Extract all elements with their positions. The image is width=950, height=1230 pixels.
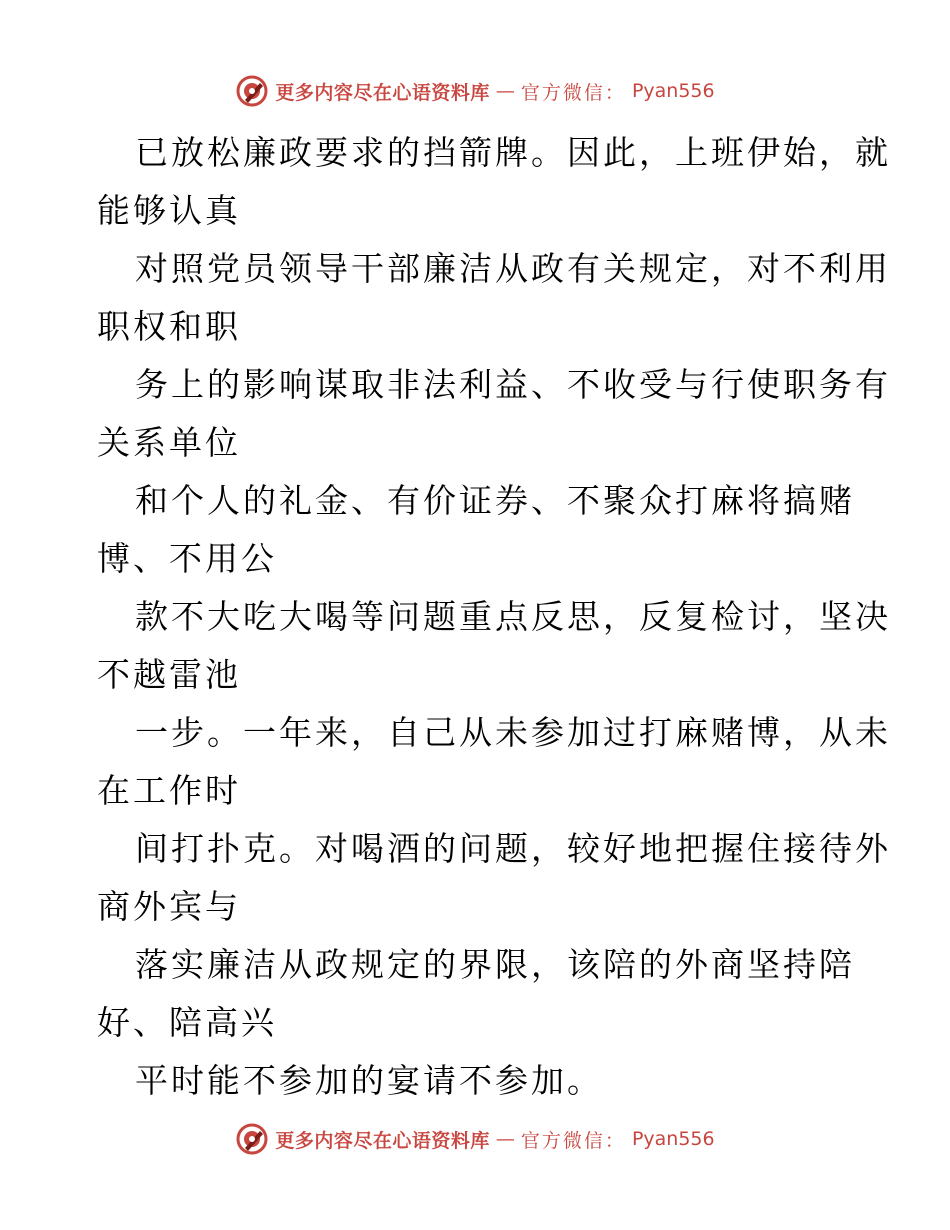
footer-banner bbox=[0, 1119, 950, 1159]
text-line: 落实廉洁从政规定的界限，该陪的外商坚持陪 bbox=[135, 945, 855, 984]
body-text bbox=[97, 124, 891, 1110]
footer-separator: — bbox=[495, 1128, 515, 1150]
text-line: 在工作时 bbox=[97, 771, 241, 810]
header-official-label: 官方微信： bbox=[520, 81, 626, 104]
text-line: 职权和职 bbox=[97, 307, 241, 346]
text-line: 一步。一年来，自己从未参加过打麻赌博，从未 bbox=[135, 713, 891, 752]
text-line: 好、陪高兴 bbox=[97, 1003, 277, 1042]
header-banner bbox=[0, 71, 950, 111]
text-line: 务上的影响谋取非法利益、不收受与行使职务有 bbox=[135, 365, 891, 404]
pen-nib-logo-icon bbox=[235, 74, 269, 108]
text-line: 关系单位 bbox=[97, 423, 241, 462]
text-line: 款不大吃大喝等问题重点反思，反复检讨，坚决 bbox=[135, 597, 891, 636]
footer-site-text: 更多内容尽在心语资料库 bbox=[275, 1129, 490, 1152]
text-line: 间打扑克。对喝酒的问题，较好地把握住接待外 bbox=[135, 829, 891, 868]
text-line: 博、不用公 bbox=[97, 539, 277, 578]
footer-official-label: 官方微信： bbox=[520, 1129, 626, 1152]
footer-wechat-id: Pyan556 bbox=[631, 1128, 715, 1150]
text-line: 商外宾与 bbox=[97, 887, 241, 926]
text-line: 不越雷池 bbox=[97, 655, 241, 694]
pen-nib-logo-icon bbox=[235, 1122, 269, 1156]
header-site-text: 更多内容尽在心语资料库 bbox=[275, 81, 490, 104]
header-separator: — bbox=[495, 80, 515, 102]
text-line: 平时能不参加的宴请不参加。 bbox=[135, 1061, 603, 1100]
header-wechat-id: Pyan556 bbox=[631, 80, 715, 102]
text-line: 和个人的礼金、有价证券、不聚众打麻将搞赌 bbox=[135, 481, 855, 520]
text-line: 对照党员领导干部廉洁从政有关规定，对不利用 bbox=[135, 249, 891, 288]
text-line: 能够认真 bbox=[97, 191, 241, 230]
text-line: 已放松廉政要求的挡箭牌。因此，上班伊始，就 bbox=[135, 133, 891, 172]
